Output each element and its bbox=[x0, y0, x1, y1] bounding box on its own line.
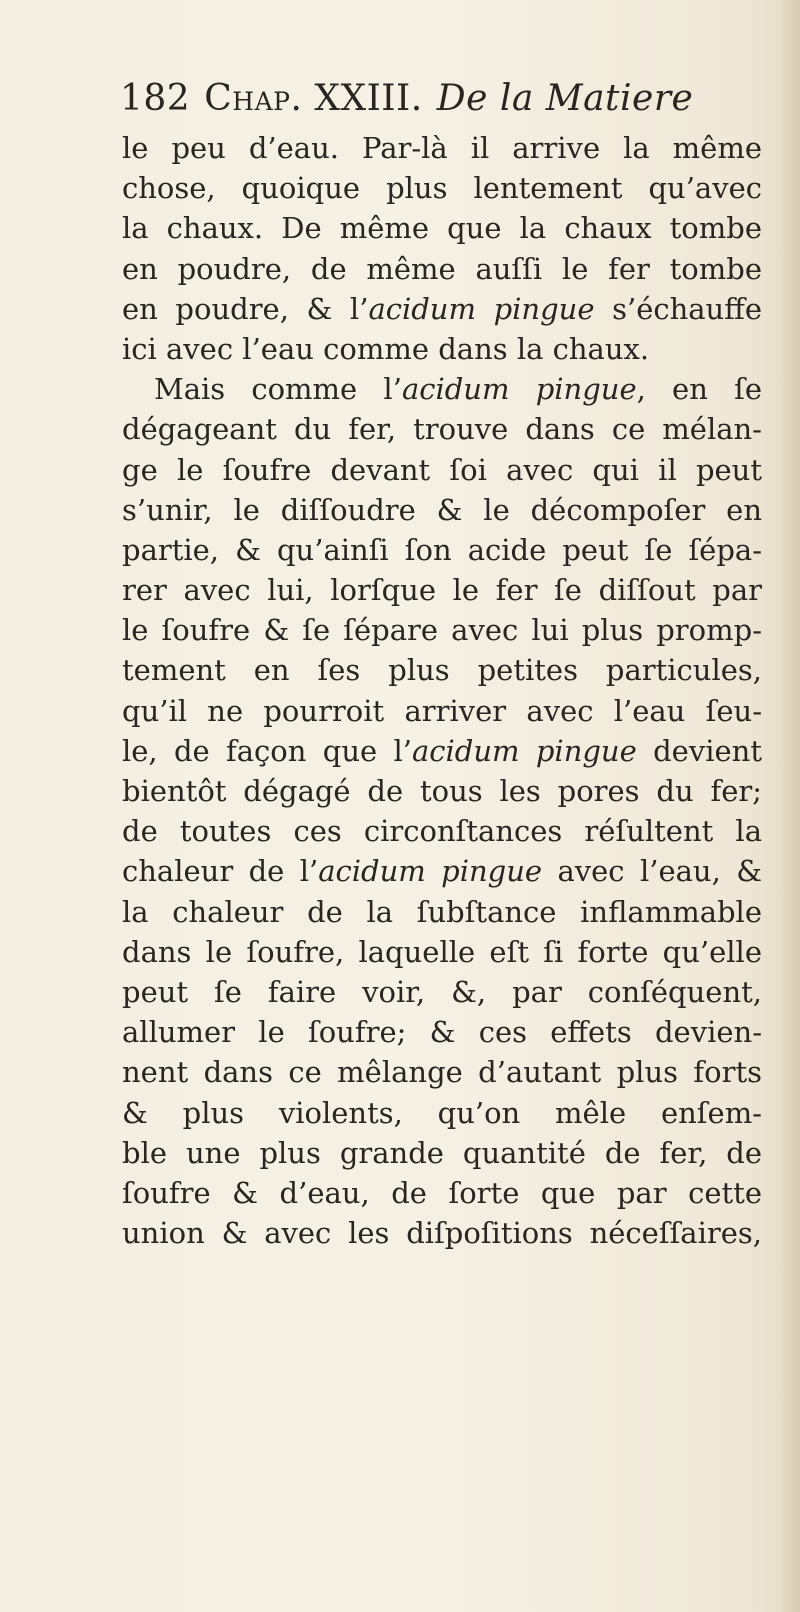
text-line: dans le ſoufre, laquelle eſt ſi forte qu’elle bbox=[122, 934, 762, 969]
text-line: la chaux. De même que la chaux tombe bbox=[122, 211, 762, 246]
page-edge-shadow bbox=[778, 0, 800, 1612]
page-number: 182 bbox=[120, 78, 191, 119]
text-line: qu’il ne pourroit arriver avec l’eau ſeu- bbox=[122, 693, 762, 728]
text-line: bientôt dégagé de tous les pores du fer; bbox=[122, 774, 762, 808]
text-line: allumer le ſoufre; & ces effets devien- bbox=[122, 1015, 762, 1050]
text-line: la chaleur de la ſubſtance inflammable bbox=[122, 894, 762, 929]
body-text bbox=[122, 128, 762, 1253]
text-line: Mais comme l’acidum pingue, en ſe bbox=[154, 372, 763, 407]
text-line: en poudre, & l’acidum pingue s’échauffe bbox=[122, 291, 763, 326]
text-line: dégageant du fer, trouve dans ce mélan- bbox=[122, 412, 762, 447]
text-line: en poudre, de même auſſi le fer tombe bbox=[122, 251, 762, 286]
text-line: rer avec lui, lorſque le fer ſe diſſout par bbox=[122, 573, 762, 608]
text-line: tement en ſes plus petites particules, bbox=[122, 653, 762, 688]
text-line: peut ſe faire voir, &, par conſéquent, bbox=[122, 974, 762, 1009]
running-title: De la Matiere bbox=[436, 78, 694, 119]
text-line: nent dans ce mêlange d’autant plus forts bbox=[122, 1055, 762, 1090]
text-line: ble une plus grande quantité de fer, de bbox=[122, 1135, 762, 1170]
text-line: le ſoufre & ſe ſépare avec lui plus promp- bbox=[122, 613, 762, 648]
text-line: le peu d’eau. Par-là il arrive la même bbox=[122, 131, 762, 165]
text-line: le, de façon que l’acidum pingue devient bbox=[122, 733, 762, 768]
text-line: union & avec les diſpoſitions néceſſaires, bbox=[122, 1216, 762, 1251]
text-line: ge le ſoufre devant ſoi avec qui il peut bbox=[122, 452, 762, 487]
text-line: ici avec l’eau comme dans la chaux. bbox=[122, 331, 650, 366]
chapter-heading: Chap. XXIII. bbox=[204, 78, 423, 119]
text-line: ſoufre & d’eau, de ſorte que par cette bbox=[122, 1175, 762, 1210]
text-line: chose, quoique plus lentement qu’avec bbox=[122, 171, 762, 206]
text-line: partie, & qu’ainſi ſon acide peut ſe ſépa- bbox=[122, 532, 762, 567]
text-line: chaleur de l’acidum pingue avec l’eau, & bbox=[122, 854, 763, 889]
text-line: de toutes ces circonſtances réſultent la bbox=[122, 814, 762, 849]
page-header bbox=[120, 78, 730, 128]
text-line: s’unir, le diſſoudre & le décompoſer en bbox=[122, 492, 762, 527]
text-line: & plus violents, qu’on mêle enſem- bbox=[122, 1095, 762, 1130]
